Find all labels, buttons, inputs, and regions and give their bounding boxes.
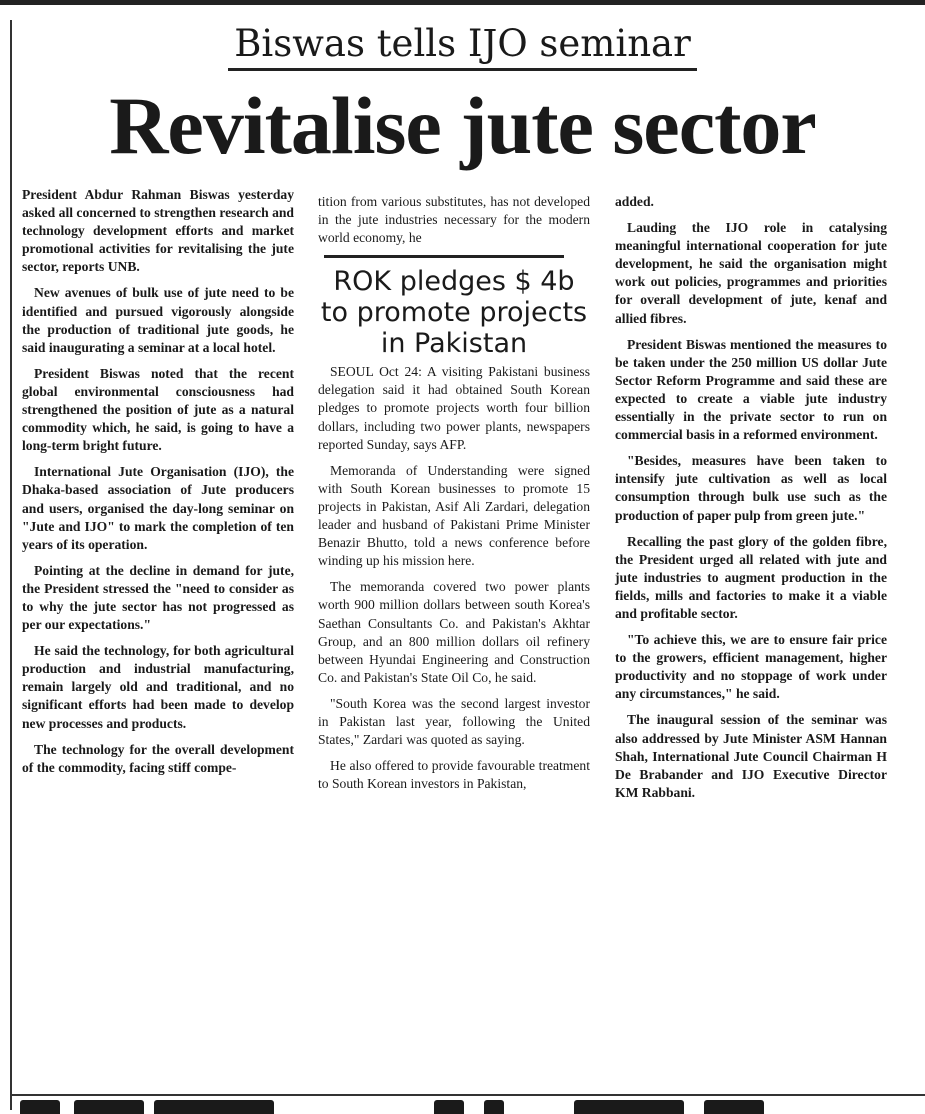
article-paragraph: Recalling the past glory of the golden fibre, the President urged all related with jute and jute industries to augment production in the fields, mills and factories to make it a viable and profitable sector. [615, 533, 887, 621]
article-paragraph: "To achieve this, we are to ensure fair price to the growers, efficient management, higher productivity and no stoppage of work under any circumstances," he said. [615, 632, 887, 702]
kicker-text: Biswas tells IJO seminar [228, 22, 697, 71]
article-column-2 [318, 193, 590, 801]
kicker-headline [0, 22, 925, 71]
article-paragraph: New avenues of bulk use of jute need to be identified and pursued vigorously alongside the production of traditional jute goods, he said inaugurating a seminar at a local hotel. [22, 285, 294, 355]
main-headline: Revitalise jute sector [109, 80, 816, 171]
left-column-rule [10, 20, 12, 1110]
article-paragraph: International Jute Organisation (IJO), the Dhaka-based association of Jute producers and users, organised the day-long seminar on "Jute and IJO" to mark the completion of ten years of its operation. [22, 464, 294, 552]
article-column-1 [22, 186, 294, 785]
article-paragraph: President Biswas noted that the recent global environmental consciousness had strengthened the position of jute as a natural commodity which, he said, is going to have a long-term bright future. [22, 365, 294, 454]
sidebar-paragraph: Memoranda of Understanding were signed with South Korean businesses to promote 15 projects in Pakistan, Asif Ali Zardari, delegation leader and husband of Pakistani Prime Minister Benazir Bhutto, told a news conference before winding up his mission here. [318, 462, 590, 569]
article-paragraph: The inaugural session of the seminar was also addressed by Jute Minister ASM Hannan Shah, International Jute Council Chairman H De Brabander and IJO Executive Director KM Rabbani. [615, 712, 887, 800]
article-paragraph: President Abdur Rahman Biswas yesterday asked all concerned to strengthen research and technology development efforts and market promotional activities for revitalising the jute sector, reports UNB. [22, 187, 294, 275]
top-rule [0, 0, 925, 5]
article-paragraph: "Besides, measures have been taken to intensify jute cultivation as well as local consumption through bulk use such as the production of paper pulp from green jute." [615, 453, 887, 523]
article-paragraph: He said the technology, for both agricultural production and industrial manufacturing, remain largely old and traditional, and no significant efforts had been made to develop new processes and products. [22, 643, 294, 731]
article-paragraph: Pointing at the decline in demand for jute, the President stressed the "need to consider as to why the jute sector has not progressed as per our expectations." [22, 562, 294, 633]
sidebar-paragraph: He also offered to provide favourable treatment to South Korean investors in Pakistan, [318, 758, 590, 792]
cropped-next-headline [14, 1098, 914, 1114]
article-paragraph: President Biswas mentioned the measures to be taken under the 250 million US dollar Jute Sector Reform Programme and said these are expected to create a viable jute industry essentially in the private sector to run on commercial basis in a reformed environment. [615, 336, 887, 443]
sidebar-paragraph: SEOUL Oct 24: A visiting Pakistani business delegation said it had obtained South Korean pledges to promote projects worth four billion dollars, including two power plants, newspapers reported Sunday, says AFP. [318, 364, 590, 452]
article-continuation: tition from various substitutes, has not developed in the jute industries necessary for the modern world economy, he [318, 194, 590, 246]
article-column-3 [615, 193, 887, 810]
sidebar-paragraph: "South Korea was the second largest investor in Pakistan last year, following the United States," Zardari was quoted as saying. [318, 695, 590, 748]
sidebar-paragraph: The memoranda covered two power plants worth 900 million dollars between south Korea's Saethan Consultants Co. and Pakistan's Akhtar Group, and an 800 million dollars oil refinery between Hyundai Engineering and Construction Co. and Pakistan's State Oil Co, he said. [318, 579, 590, 685]
article-paragraph: added. [615, 194, 654, 209]
article-paragraph: Lauding the IJO role in catalysing meaningful international cooperation for jute development, he said the organisation might work out policies, programmes and priorities for overall development of jute, kenaf and allied fibres. [615, 220, 887, 326]
sidebar-headline: ROK pledges $ 4b to promote projects in Pakistan [320, 266, 588, 360]
article-paragraph: The technology for the overall development of the commodity, facing stiff compe- [22, 741, 294, 775]
bottom-rule [12, 1094, 925, 1096]
sidebar-divider [324, 255, 564, 258]
